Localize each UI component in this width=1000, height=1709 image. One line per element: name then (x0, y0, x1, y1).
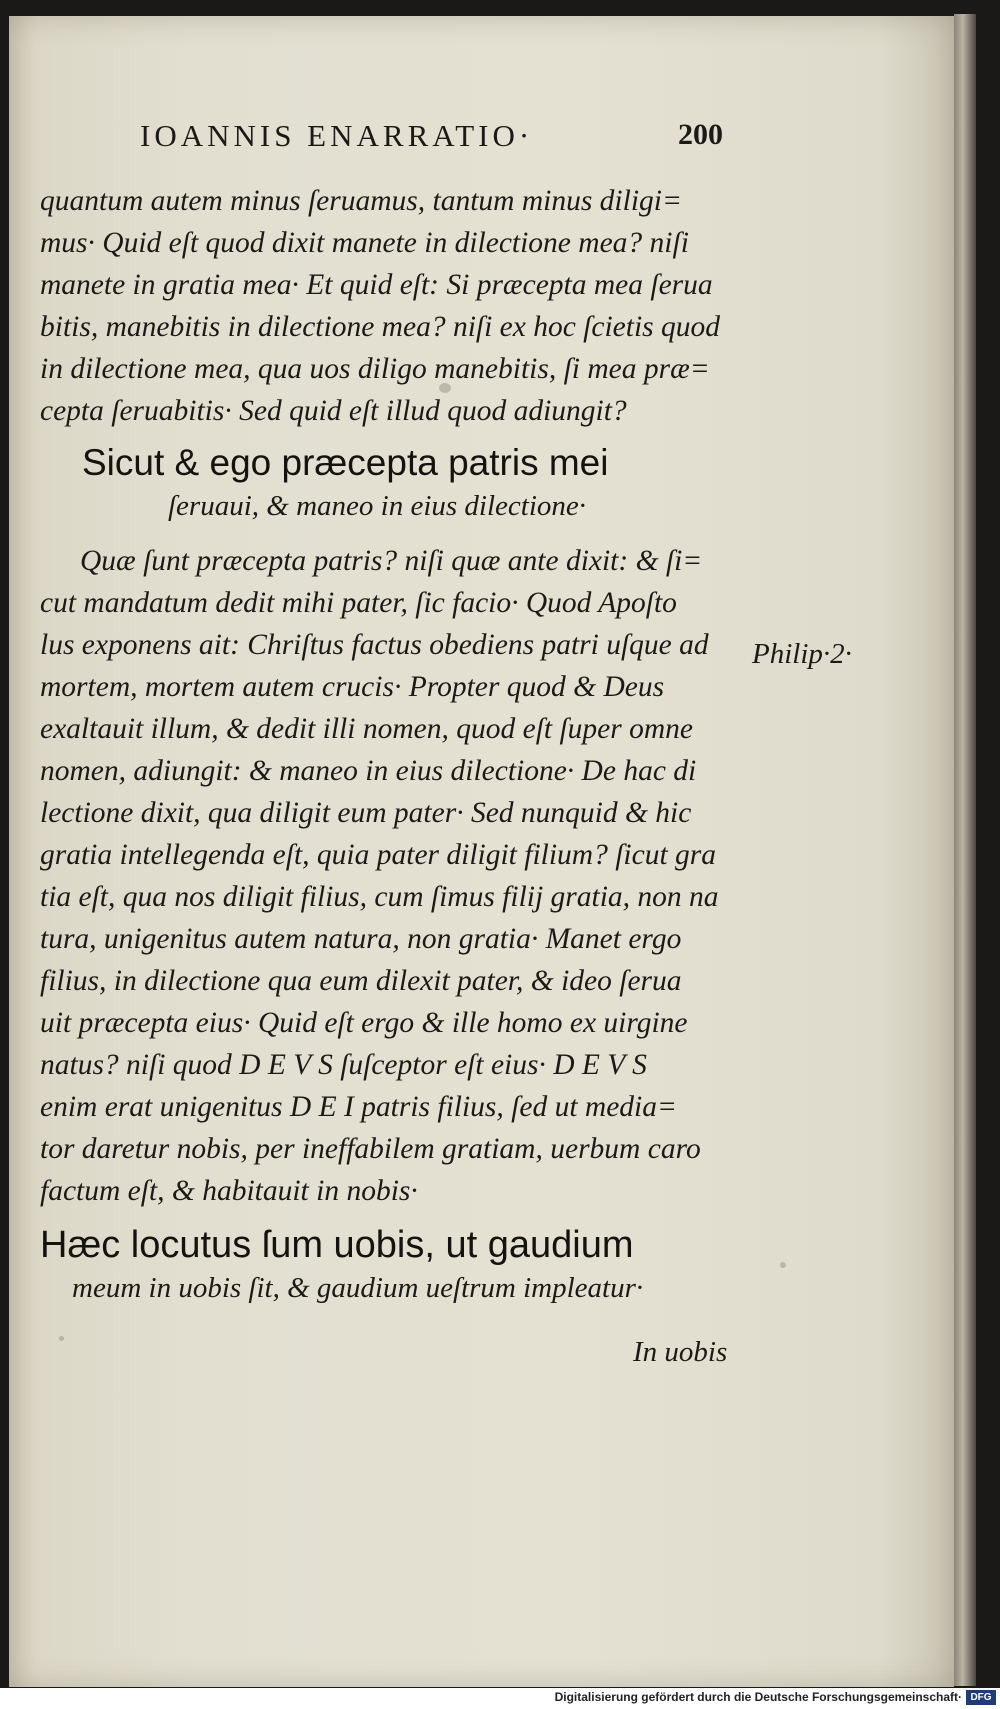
text-line: exaltauit illum, & dedit illi nomen, quod eſt ſuper omne (40, 713, 694, 745)
text-line: filius, in dilectione qua eum dilexit pater, & ideo ſerua (40, 965, 682, 997)
running-title: IOANNIS ENARRATIO· (140, 118, 534, 153)
lemma-1 (40, 440, 750, 526)
text-line: quantum autem minus ſeruamus, tantum minus diligi= (40, 185, 682, 217)
marginal-note: Philip·2· (752, 638, 852, 670)
text-line: factum eſt, & habitauit in nobis· (40, 1175, 418, 1207)
lemma-heading: Hæc locutus ſum uobis, ut gaudium (40, 1224, 634, 1266)
lemma-continuation: meum in uobis ſit, & gaudium ueſtrum impleatur· (72, 1272, 644, 1304)
folio-number: 200 (678, 118, 723, 151)
lemma-continuation: ſeruaui, & maneo in eius dilectione· (168, 490, 587, 522)
running-header (140, 118, 740, 162)
page-edge-shadow (954, 14, 976, 1686)
text-line: tia eſt, qua nos diligit filius, cum ſimus filij gratia, non na (40, 881, 719, 913)
ink-spot (780, 1262, 786, 1268)
main-text-block (40, 180, 750, 1308)
text-line: enim erat unigenitus D E I patris filius, ſed ut media= (40, 1091, 677, 1123)
ink-spot (59, 1336, 64, 1341)
text-line: uit præcepta eius· Quid eſt ergo & ille homo ex uirgine (40, 1007, 688, 1039)
funding-credit: Digitalisierung gefördert durch die Deutsche Forschungsgemeinschaft· (554, 1690, 962, 1704)
text-line: tor daretur nobis, per ineffabilem gratiam, uerbum caro (40, 1133, 701, 1165)
text-line: mortem, mortem autem crucis· Propter quod & Deus (40, 671, 665, 703)
text-line: tura, unigenitus autem natura, non gratia· Manet ergo (40, 923, 682, 955)
text-line: nomen, adiungit: & maneo in eius dilectione· De hac di (40, 755, 697, 787)
text-line: gratia intellegenda eſt, quia pater diligit filium? ſicut gra (40, 839, 716, 871)
text-line: lus exponens ait: Chriſtus factus obediens patri uſque ad (40, 629, 709, 661)
text-line: mus· Quid eſt quod dixit manete in dilectione mea? niſi (40, 227, 689, 259)
footer-bar (0, 1688, 1000, 1709)
paragraph-1 (40, 180, 750, 432)
text-line: manete in gratia mea· Et quid eſt: Si præcepta mea ſerua (40, 269, 713, 301)
text-line: Quæ ſunt præcepta patris? niſi quæ ante dixit: & ſi= (80, 545, 703, 577)
text-line: cepta ſeruabitis· Sed quid eſt illud quod adiungit? (40, 395, 627, 427)
text-line: in dilectione mea, qua uos diligo manebitis, ſi mea præ= (40, 353, 710, 385)
catchword: In uobis (633, 1336, 728, 1368)
paragraph-2 (40, 540, 750, 1212)
text-line: cut mandatum dedit mihi pater, ſic facio· Quod Apoſto (40, 587, 677, 619)
text-line: bitis, manebitis in dilectione mea? niſi ex hoc ſcietis quod (40, 311, 721, 343)
text-line: lectione dixit, qua diligit eum pater· Sed nunquid & hic (40, 797, 692, 829)
dfg-logo-icon: DFG (966, 1690, 996, 1705)
lemma-heading: Sicut & ego præcepta patris mei (82, 442, 609, 483)
text-line: natus? niſi quod D E V S ſuſceptor eſt eius· D E V S (40, 1049, 647, 1081)
lemma-2 (40, 1222, 750, 1308)
